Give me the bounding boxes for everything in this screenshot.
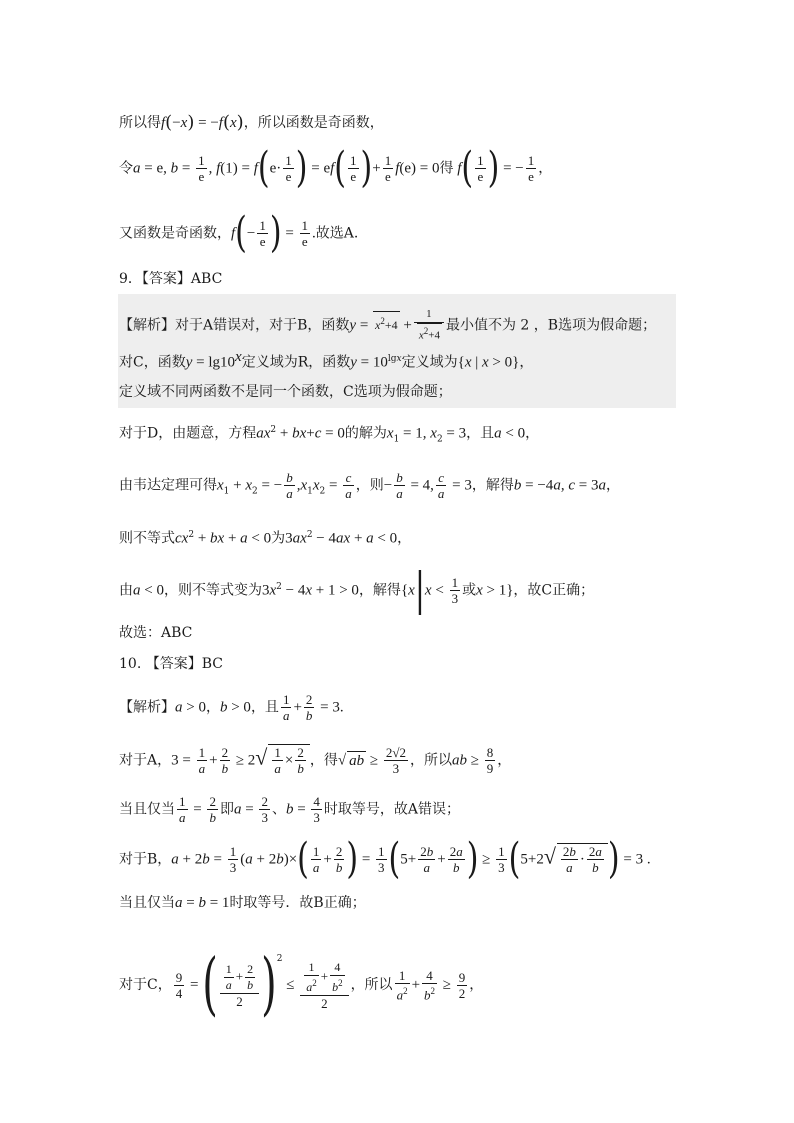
text-line: 对C，函数$y = \lg 10^x$定义域为R，函数$y = 10^{lgx}$定义域为{x | x > 0}， [119, 349, 534, 371]
text-line: 所以得f(−x) = −f(x)，所以函数是奇函数， [119, 112, 384, 133]
text-line: 又函数是奇函数，f(− $\frac{1}{e}$ ) = $\frac{1}{e}$ .故选A. [119, 208, 359, 258]
text-line: 则不等式$cx^2$ + bx + a < 0为$3ax^2 - 4ax + a < 0$， [119, 530, 412, 547]
text-line: 对于D，由题意，方程$ax^2 + bx+c = 0$的解为$x_1 = 1$, $x_2 = 3$，且a < 0， [119, 425, 540, 445]
text-line: 对于B，a + 2b = $\frac{1}{3}$ (a + 2b)×( $\frac{1}{a}$ + $\frac{2}{b}$ ) = $\frac{1}{3}$ (5+ $\frac{2b}{a}$ + $\frac{2a}{b}$ ) ≥ $\frac{1}{3}$ (5+2√ $\frac{2b}{a}$ · $\frac{2a}{b}$ ) = 3 . [119, 834, 651, 884]
text-line: 故选：ABC [119, 625, 193, 641]
text-line: 定义域不同两函数不是同一个函数，C选项为假命题； [119, 384, 452, 400]
text-line: 由a < 0，则不等式变为$3x^2 - 4x + 1 > 0$，解得{x|x < $\frac{1}{3}$ 或x > 1}，故C正确； [119, 563, 595, 616]
answer-heading-9: 9．【答案】ABC [119, 271, 223, 287]
text-line: 【解析】对于A错误对，对于B，函数$y = x^2+4$ + $\frac{1}{x^2+4}$ 最小值不为 2 ，B选项为假命题； [119, 308, 657, 342]
text-line: 对于C， $\frac{9}{4}$ = ( $\frac{1}{a}$ + $\frac{2}{b}$ 2 )$^2$ ≤ $\frac{1}{a^2}$ + $\frac{4}{b^2}$ 2 ，所以 $\frac{1}{a^2}$ + $\frac{4}{b^2}$ ≥ $\frac{9}{2}$ ， [119, 945, 484, 1025]
text-line: 【解析】a > 0，b > 0，且 $\frac{1}{a}$ + $\frac{2}{b}$ = 3. [119, 692, 344, 723]
answer-heading-10: 10. 【答案】BC [119, 656, 223, 672]
text-line: 由韦达定理可得$x_1 + x_2$ = − $\frac{b}{a}$ $,x_1x_2$ = $\frac{c}{a}$ ，则− $\frac{b}{a}$ = 4, $\frac{c}{a}$ = 3，解得b = −4a, c = 3a， [119, 470, 620, 501]
text-line: 对于A，3 = $\frac{1}{a}$ + $\frac{2}{b}$ ≥ 2√ $\frac{1}{a}$ × $\frac{2}{b}$ ，得√ ab ≥ $\frac{2√2}{3}$ ，所以ab ≥ $\frac{8}{9}$ ， [119, 744, 512, 776]
text-line: 令a = e, b = $\frac{1}{e}$ , f(1) = f(e· $\frac{1}{e}$ ) = ef( $\frac{1}{e}$ )+ $\frac{1}{e}$ f(e) = 0得 f( $\frac{1}{e}$ ) = − $\frac{1}{e}$ ， [119, 143, 553, 193]
text-line: 当且仅当 $\frac{1}{a}$ = $\frac{2}{b}$ 即a = $\frac{2}{3}$ 、b = $\frac{4}{3}$ 时取等号，故A错误； [119, 794, 461, 825]
text-line: 当且仅当a = b = 1时取等号．故B正确； [119, 895, 366, 911]
